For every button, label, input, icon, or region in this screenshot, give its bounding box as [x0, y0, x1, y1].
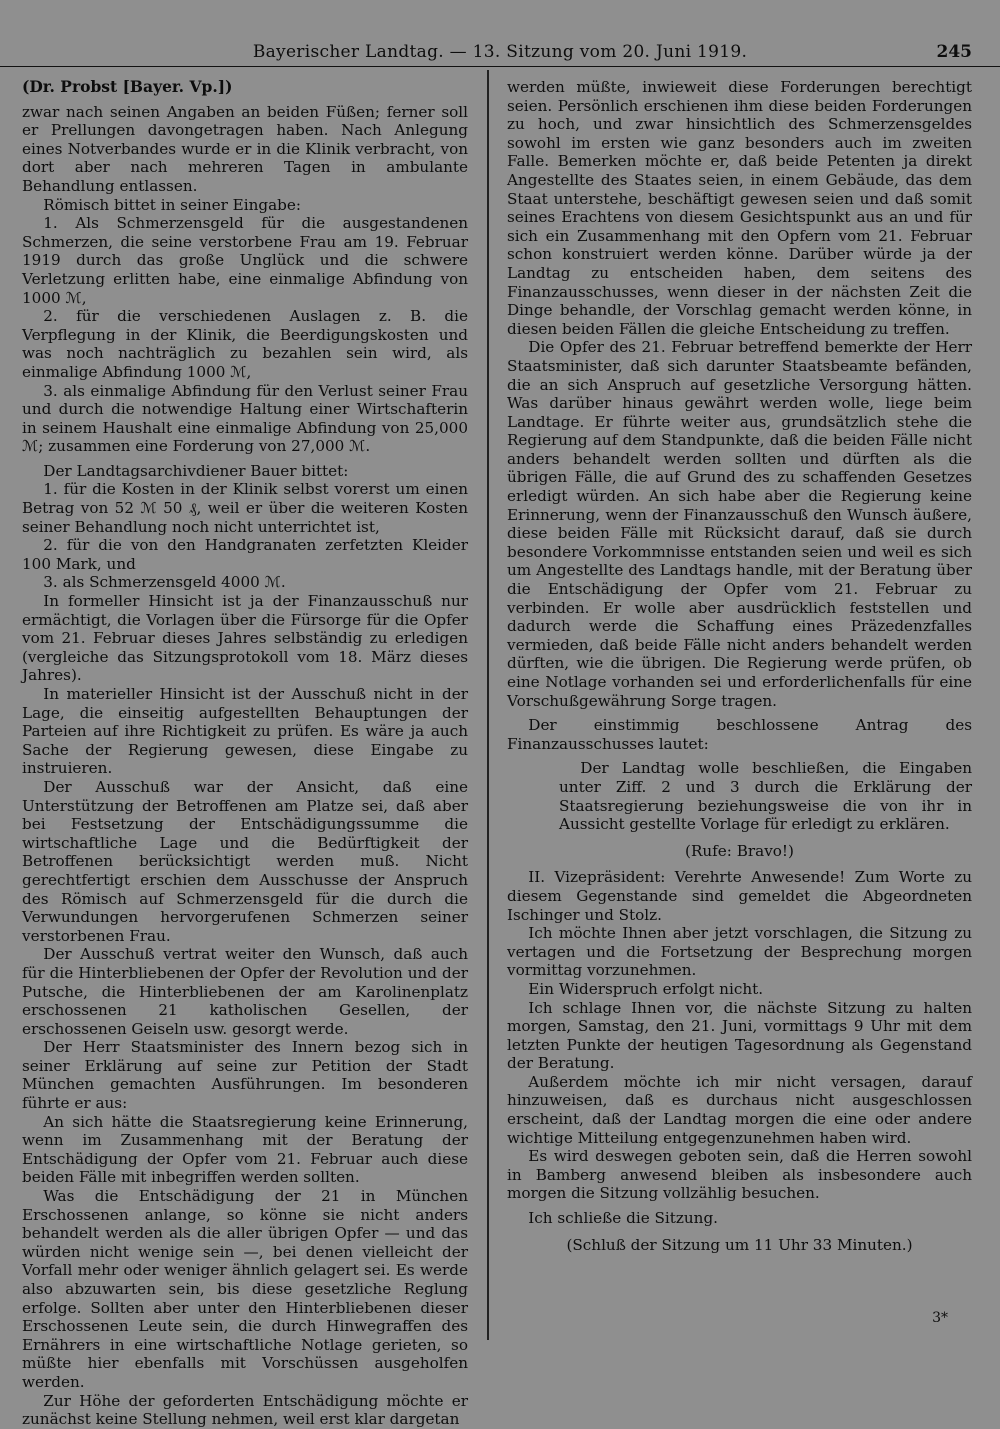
page-header	[0, 40, 1000, 67]
paragraph: Es wird deswegen geboten sein, daß die Herren sowohl in Bamberg anwesend bleiben als insbesondere auch morgen die Sitzung vollzählig besuchen.	[507, 1147, 972, 1203]
paragraph: Der Ausschuß vertrat weiter den Wunsch, daß auch für die Hinterbliebenen der Opfer der Revolution und der Putsche, die Hinterbliebenen der am Karolinenplatz erschossenen 21 katholischen Gesellen, der erschossenen Geiseln usw. gesorgt werde.	[22, 945, 468, 1038]
paragraph: Zur Höhe der geforderten Entschädigung möchte er zunächst keine Stellung nehmen, weil erst klar dargetan	[22, 1391, 468, 1429]
paragraph: Ein Widerspruch erfolgt nicht.	[528, 979, 764, 998]
paragraph: An sich hätte die Staatsregierung keine Erinnerung, wenn im Zusammenhang mit der Beratung der Entschädigung der Opfer vom 21. Februar auch diese beiden Fälle mit inbegriffen werden sollten.	[22, 1112, 468, 1187]
paragraph: zwar nach seinen Angaben an beiden Füßen; ferner soll er Prellungen davongetragen haben. Nach Anlegung eines Notverbandes wurde er in die Klinik verbracht, von dort aber nach mehreren Tagen in ambulante Behandlung entlassen.	[22, 102, 468, 195]
running-title: Bayerischer Landtag. — 13. Sitzung vom 20. Juni 1919.	[252, 42, 748, 62]
paragraph: 3. als einmalige Abfindung für den Verlust seiner Frau und durch die notwendige Haltung einer Wirtschafterin in seinem Haushalt eine einmalige Abfindung von 25,000 ℳ; zusammen eine Forderung von 27,000 ℳ.	[22, 381, 468, 456]
interjection: (Rufe: Bravo!)	[685, 841, 794, 860]
paragraph: 1. Als Schmerzensgeld für die ausgestandenen Schmerzen, die seine verstorbene Frau am 19. Februar 1919 durch das große Unglück und die schwere Verletzung erlitten habe, eine einmalige Abfindung von 1000 ℳ,	[22, 214, 468, 307]
column-divider	[487, 70, 489, 1340]
paragraph: Die Opfer des 21. Februar betreffend bemerkte der Herr Staatsminister, daß sich darunter Staatsbeamte befänden, die an sich Anspruch auf gesetzliche Versorgung hätten. Was darüber hinaus gewährt werden wolle, liege beim Landtage. Er führte weiter aus, grundsätzlich stehe die Regierung auf dem Standpunkte, daß die beiden Fälle nicht anders behandelt werden sollten und dürften als die übrigen Fälle, die auf Grund des zu schaffenden Gesetzes erledigt würden. An sich habe aber die Regierung keine Erinnerung, wenn der Finanzausschuß den Wunsch äußere, diese beiden Fälle mit Rücksicht darauf, daß sie durch besondere Vorkommnisse entstanden seien und weil es sich um Angestellte des Landtags handle, mit der Beratung über die Entschädigung der Opfer vom 21. Februar zu verbinden. Er wolle aber ausdrücklich feststellen und dadurch werde die Schaffung eines Präzedenzfalles vermieden, daß beide Fälle nicht anders behandelt werden dürften, wie die übrigen. Die Regierung werde prüfen, ob eine Notlage vorhanden sei und erforderlichenfalls für eine Vorschußgewährung Sorge tragen.	[507, 338, 972, 710]
motion-text: Der Landtag wolle beschließen, die Eingaben unter Ziff. 2 und 3 durch die Erklärung der Staatsregierung beziehungsweise die von ihr in Aussicht gestellte Vorlage für erledigt zu erklären.	[559, 759, 972, 834]
closing-statement: Ich schließe die Sitzung.	[528, 1209, 718, 1228]
paragraph: Außerdem möchte ich mir nicht versagen, darauf hinzuweisen, daß es durchaus nicht ausgeschlossen erscheint, daß der Landtag morgen die eine oder andere wichtige Mitteilung entgegenzunehmen haben wird.	[507, 1072, 972, 1147]
paragraph: In formeller Hinsicht ist ja der Finanzausschuß nur ermächtigt, die Vorlagen über die Fürsorge für die Opfer vom 21. Februar dieses Jahres selbständig zu erledigen (vergleiche das Sitzungsprotokoll vom 18. März dieses Jahres).	[22, 592, 468, 685]
paragraph: Was die Entschädigung der 21 in München Erschossenen anlange, so könne sie nicht anders behandelt werden als die aller übrigen Opfer — und das würden nicht wenige sein —, bei denen vielleicht der Vorfall mehr oder weniger ähnlich gelagert sei. Es werde also abzuwarten sein, bis diese gesetzliche Reglung erfolge. Sollten aber unter den Hinterbliebenen dieser Erschossenen Leute sein, die durch Hinwegraffen des Ernährers in eine wirtschaftliche Notlage gerieten, so müßte hier ebenfalls mit Vorschüssen ausgeholfen werden.	[22, 1187, 468, 1391]
session-end-note: (Schluß der Sitzung um 11 Uhr 33 Minuten.)	[566, 1235, 913, 1254]
paragraph: 2. für die verschiedenen Auslagen z. B. die Verpflegung in der Klinik, die Beerdigungskosten und was noch nachträglich zu bezahlen sein wird, als einmalige Abfindung 1000 ℳ,	[22, 307, 468, 381]
paragraph: Der Herr Staatsminister des Innern bezog sich in seiner Erklärung auf seine zur Petition der Stadt München gemachten Ausführungen. Im besonderen führte er aus:	[22, 1038, 468, 1113]
paragraph: Ich möchte Ihnen aber jetzt vorschlagen, die Sitzung zu vertagen und die Fortsetzung der Besprechung morgen vormittag vorzunehmen.	[507, 924, 972, 980]
paragraph: In materieller Hinsicht ist der Ausschuß nicht in der Lage, die einseitig aufgestellten Behauptungen der Parteien auf ihre Richtigkeit zu prüfen. Es wäre ja auch Sache der Regierung gewesen, diese Eingabe zu instruieren.	[22, 685, 468, 778]
page-number: 245	[936, 42, 972, 62]
left-column	[22, 77, 468, 1429]
paragraph: Der Ausschuß war der Ansicht, daß eine Unterstützung der Betroffenen am Platze sei, daß aber bei Festsetzung der Entschädigungssumme die wirtschaftliche Lage und die Bedürftigkeit der Betroffenen berücksichtigt werden muß. Nicht gerechtfertigt erschien dem Ausschusse der Anspruch des Römisch auf Schmerzensgeld für die durch die Verwundungen hervorgerufenen Schmerzen seiner verstorbenen Frau.	[22, 777, 468, 945]
right-column	[507, 78, 972, 1328]
vice-president-statement: II. Vizepräsident: Verehrte Anwesende! Zum Worte zu diesem Gegenstande sind gemeldet die Abgeordneten Ischinger und Stolz.	[507, 868, 972, 924]
paragraph: werden müßte, inwieweit diese Forderungen berechtigt seien. Persönlich erschienen ihm diese beiden Forderungen zu hoch, und zwar hinsichtlich des Schmerzensgeldes sowohl im ersten wie ganz besonders auch im zweiten Falle. Bemerken möchte er, daß beide Petenten ja direkt Angestellte des Staates seien, in einem Gebäude, das dem Staat unterstehe, beschäftigt gewesen seien und daß somit seines Erachtens von diesem Gesichtspunkt aus an und für sich ein Zusammenhang mit den Opfern vom 21. Februar schon konstruiert werden könne. Darüber würde ja der Landtag zu entscheiden haben, dem seitens des Finanzausschusses, wenn dieser in der nächsten Zeit die Dinge behandle, der Vorschlag gemacht werden könne, in diesen beiden Fällen die gleiche Entscheidung zu treffen.	[507, 78, 972, 338]
signature-mark: 3*	[932, 1310, 948, 1327]
speaker-tag: (Dr. Probst [Bayer. Vp.])	[22, 77, 233, 96]
paragraph: 1. für die Kosten in der Klinik selbst vorerst um einen Betrag von 52 ℳ 50 ₰, weil er über die weiteren Kosten seiner Behandlung noch nicht unterrichtet ist,	[22, 480, 468, 536]
paragraph: Römisch bittet in seiner Eingabe:	[43, 195, 302, 214]
paragraph: 2. für die von den Handgranaten zerfetzten Kleider 100 Mark, und	[22, 536, 468, 573]
paragraph: Ich schlage Ihnen vor, die nächste Sitzung zu halten morgen, Samstag, den 21. Juni, vormittags 9 Uhr mit dem letzten Punkte der heutigen Tagesordnung als Gegenstand der Beratung.	[507, 998, 972, 1073]
paragraph: 3. als Schmerzensgeld 4000 ℳ.	[43, 573, 286, 592]
paragraph: Der Landtagsarchivdiener Bauer bittet:	[43, 461, 349, 480]
motion-intro: Der einstimmig beschlossene Antrag des Finanzausschusses lautet:	[507, 716, 972, 753]
